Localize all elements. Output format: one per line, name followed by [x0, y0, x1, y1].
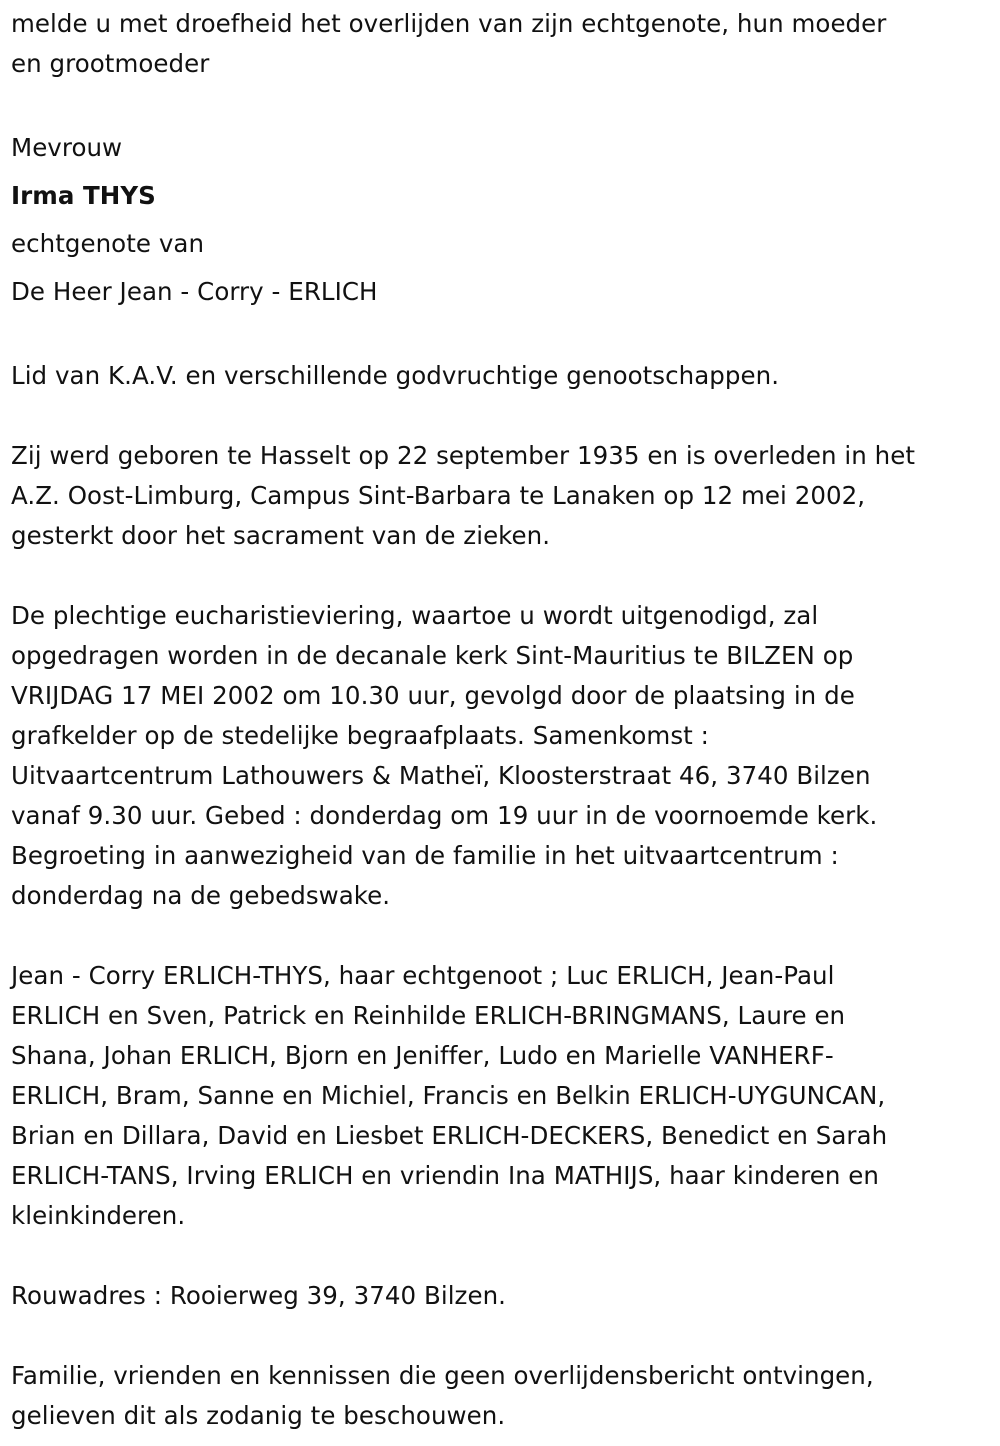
- spacer: [11, 396, 986, 436]
- intro-line: melde u met droefheid het overlijden van zijn echtgenote, hun moeder: [11, 9, 887, 38]
- closing-line: gelieven dit als zodanig te beschouwen.: [11, 1401, 506, 1430]
- spouse-name: De Heer Jean - Corry - ERLICH: [11, 277, 378, 306]
- closing-paragraph: [11, 1356, 986, 1436]
- deceased-name: Irma THYS: [11, 181, 156, 210]
- spacer: [11, 916, 986, 956]
- ceremony-line: Begroeting in aanwezigheid van de familie in het uitvaartcentrum :: [11, 841, 839, 870]
- family-line: Brian en Dillara, David en Liesbet ERLICH-DECKERS, Benedict en Sarah: [11, 1121, 888, 1150]
- obituary-document: [11, 4, 986, 1436]
- family-line: Jean - Corry ERLICH-THYS, haar echtgenoot ; Luc ERLICH, Jean-Paul: [11, 961, 835, 990]
- ceremony-line: De plechtige eucharistieviering, waartoe u wordt uitgenodigd, zal: [11, 601, 819, 630]
- family-line: ERLICH, Bram, Sanne en Michiel, Francis en Belkin ERLICH-UYGUNCAN,: [11, 1081, 886, 1110]
- life-line: gesterkt door het sacrament van de zieken.: [11, 521, 551, 550]
- deceased-relation: echtgenote van: [11, 229, 205, 258]
- spacer: [11, 556, 986, 596]
- spacer: [11, 1236, 986, 1276]
- ceremony-paragraph: [11, 596, 986, 916]
- ceremony-line: opgedragen worden in de decanale kerk Sint-Mauritius te BILZEN op: [11, 641, 854, 670]
- intro-paragraph: [11, 4, 986, 84]
- intro-line: en grootmoeder: [11, 49, 210, 78]
- ceremony-line: Uitvaartcentrum Lathouwers & Matheï, Kloosterstraat 46, 3740 Bilzen: [11, 761, 871, 790]
- membership-line: Lid van K.A.V. en verschillende godvruchtige genootschappen.: [11, 361, 780, 390]
- family-paragraph: [11, 956, 986, 1236]
- closing-line: Familie, vrienden en kennissen die geen overlijdensbericht ontvingen,: [11, 1361, 874, 1390]
- spacer: [11, 316, 986, 356]
- deceased-title: Mevrouw: [11, 133, 123, 162]
- spacer: [11, 1316, 986, 1356]
- membership-paragraph: [11, 356, 986, 396]
- family-line: Shana, Johan ERLICH, Bjorn en Jeniffer, Ludo en Marielle VANHERF-: [11, 1041, 834, 1070]
- ceremony-line: donderdag na de gebedswake.: [11, 881, 391, 910]
- spacer: [11, 84, 986, 124]
- deceased-block: [11, 124, 986, 316]
- life-line: A.Z. Oost-Limburg, Campus Sint-Barbara te Lanaken op 12 mei 2002,: [11, 481, 866, 510]
- life-paragraph: [11, 436, 986, 556]
- ceremony-line: grafkelder op de stedelijke begraafplaats. Samenkomst :: [11, 721, 709, 750]
- family-line: ERLICH-TANS, Irving ERLICH en vriendin Ina MATHIJS, haar kinderen en: [11, 1161, 879, 1190]
- ceremony-line: VRIJDAG 17 MEI 2002 om 10.30 uur, gevolgd door de plaatsing in de: [11, 681, 855, 710]
- mourning-address: Rouwadres : Rooierweg 39, 3740 Bilzen.: [11, 1281, 507, 1310]
- address-paragraph: [11, 1276, 986, 1316]
- life-line: Zij werd geboren te Hasselt op 22 september 1935 en is overleden in het: [11, 441, 916, 470]
- family-line: kleinkinderen.: [11, 1201, 186, 1230]
- family-line: ERLICH en Sven, Patrick en Reinhilde ERLICH-BRINGMANS, Laure en: [11, 1001, 846, 1030]
- ceremony-line: vanaf 9.30 uur. Gebed : donderdag om 19 uur in de voornoemde kerk.: [11, 801, 878, 830]
